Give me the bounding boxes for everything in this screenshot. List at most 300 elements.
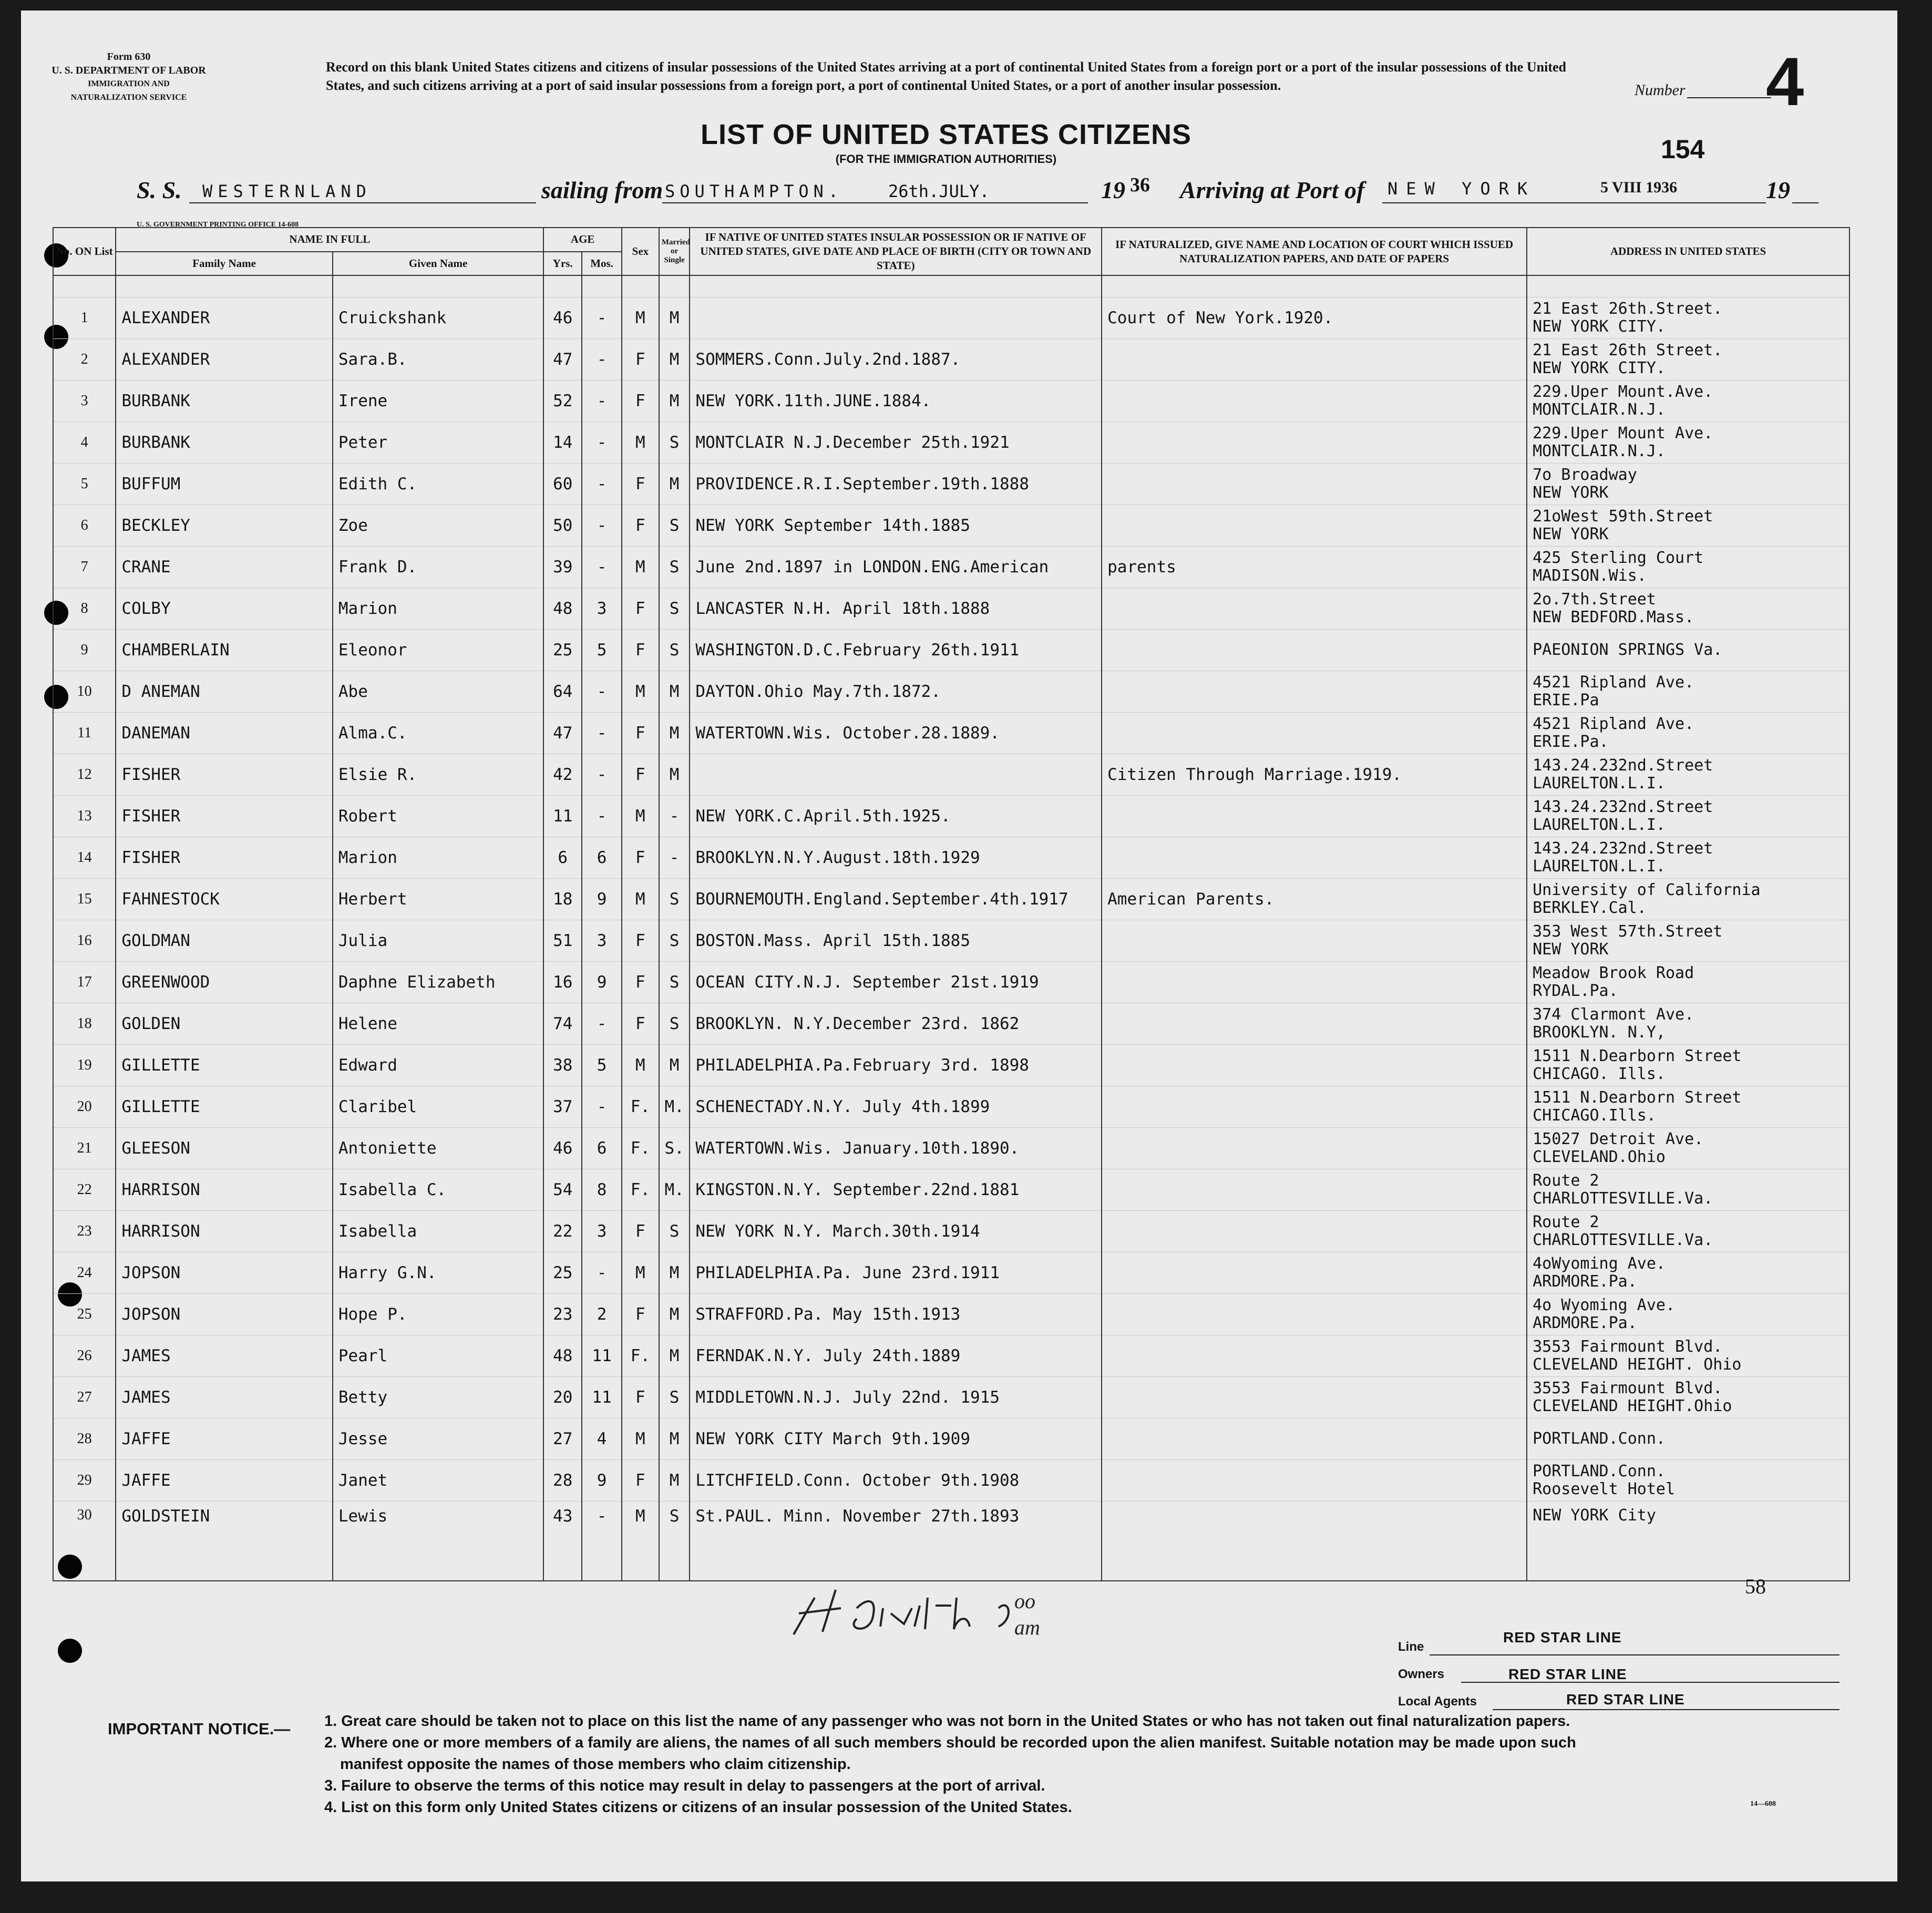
age-years: 47 <box>543 339 582 380</box>
marital-status: S <box>659 920 690 962</box>
marital-status: - <box>659 796 690 837</box>
age-months: 3 <box>582 588 622 630</box>
birth-info: NEW YORK N.Y. March.30th.1914 <box>690 1211 1102 1252</box>
col-married-text: Married or Single <box>661 238 690 264</box>
marital-status: S <box>659 879 690 920</box>
year-end-underline <box>1792 202 1818 203</box>
family-name: ALEXANDER <box>116 339 333 380</box>
address-line: 3553 Fairmount Blvd. <box>1533 1379 1723 1397</box>
age-months: - <box>582 796 622 837</box>
given-name: Isabella C. <box>333 1169 543 1211</box>
marital-status: M. <box>659 1086 690 1128</box>
naturalization-info <box>1102 796 1527 837</box>
address-line: MADISON.Wis. <box>1533 567 1647 585</box>
address-line: LAURELTON.L.I. <box>1533 857 1666 876</box>
address-line: 143.24.232nd.Street <box>1533 756 1713 775</box>
col-given-name: Given Name <box>333 252 543 276</box>
row-number: 3 <box>53 380 116 422</box>
address-line: 374 Clarmont Ave. <box>1533 1005 1694 1024</box>
sex: F. <box>622 1128 659 1169</box>
age-months: - <box>582 422 622 464</box>
age-years: 25 <box>543 1252 582 1294</box>
address-line: 4oWyoming Ave. <box>1533 1254 1666 1273</box>
age-months: 9 <box>582 1460 622 1501</box>
row-number: 6 <box>53 505 116 547</box>
birth-info: OCEAN CITY.N.J. September 21st.1919 <box>690 962 1102 1003</box>
naturalization-info <box>1102 1128 1527 1169</box>
address-line: CHARLOTTESVILLE.Va. <box>1533 1231 1713 1249</box>
age-years: 74 <box>543 1003 582 1045</box>
address <box>1527 547 1849 588</box>
marital-status: S <box>659 505 690 547</box>
naturalization-info <box>1102 1335 1527 1377</box>
address <box>1527 630 1849 671</box>
age-months: 11 <box>582 1335 622 1377</box>
birth-info: MONTCLAIR N.J.December 25th.1921 <box>690 422 1102 464</box>
naturalization-info <box>1102 920 1527 962</box>
intro-text: Record on this blank United States citizens and citizens of insular possessions of the United States arriving at a port of continental United States from a foreign port or a port of the insular possessions of the United States, and such citizens arriving at a port of said insular possessions from a foreign port, a port of continental United States, or a port of another insular possession. <box>326 59 1566 93</box>
naturalization-info <box>1102 671 1527 713</box>
naturalization-info <box>1102 1460 1527 1501</box>
table-row <box>53 1501 1849 1581</box>
given-name: Hope P. <box>333 1294 543 1335</box>
marital-status: M <box>659 1045 690 1086</box>
age-months: - <box>582 671 622 713</box>
given-name: Marion <box>333 588 543 630</box>
naturalization-info <box>1102 464 1527 505</box>
family-name: BUFFUM <box>116 464 333 505</box>
age-months: - <box>582 1252 622 1294</box>
address <box>1527 297 1849 339</box>
year-suffix: 36 <box>1130 174 1150 196</box>
form-code: 14—608 <box>1750 1800 1776 1808</box>
naturalization-info <box>1102 837 1527 879</box>
given-name: Helene <box>333 1003 543 1045</box>
table-row <box>53 588 1849 630</box>
family-name: BURBANK <box>116 422 333 464</box>
family-name: JAFFE <box>116 1460 333 1501</box>
age-years: 64 <box>543 671 582 713</box>
form-number: Form 630 U. S. DEPARTMENT OF LABOR IMMIGRATION AND NATURALIZATION SERVICE <box>52 51 206 102</box>
table-row <box>53 422 1849 464</box>
given-name: Abe <box>333 671 543 713</box>
address-line: 229.Uper Mount.Ave. <box>1533 383 1713 401</box>
year-prefix: 19 <box>1101 177 1125 203</box>
address <box>1527 1252 1849 1294</box>
year-end: 19 <box>1766 177 1790 203</box>
row-number: 20 <box>53 1086 116 1128</box>
age-years: 48 <box>543 1335 582 1377</box>
marital-status: S <box>659 1211 690 1252</box>
handwritten-signature <box>778 1577 1093 1645</box>
col-family-name: Family Name <box>116 252 333 276</box>
table-row <box>53 879 1849 920</box>
given-name: Irene <box>333 380 543 422</box>
sex: M <box>622 671 659 713</box>
address-line: 7o Broadway <box>1533 466 1637 484</box>
naturalization-info <box>1102 1086 1527 1128</box>
table-row <box>53 1128 1849 1169</box>
birth-info: St.PAUL. Minn. November 27th.1893 <box>690 1501 1102 1581</box>
col-birth: IF NATIVE OF UNITED STATES INSULAR POSSESSION OR IF NATIVE OF UNITED STATES, GIVE DATE AND PLACE OF BIRTH (CITY OR TOWN AND STATE) <box>690 228 1102 275</box>
age-years: 27 <box>543 1418 582 1460</box>
age-months: 5 <box>582 1045 622 1086</box>
age-months: - <box>582 1501 622 1581</box>
sex: F <box>622 1460 659 1501</box>
marital-status: S <box>659 1501 690 1581</box>
naturalization-info <box>1102 1501 1527 1581</box>
sex: M <box>622 547 659 588</box>
address-line: ERIE.Pa. <box>1533 733 1609 751</box>
sex: F <box>622 630 659 671</box>
address-line: 143.24.232nd.Street <box>1533 798 1713 816</box>
sex: M <box>622 796 659 837</box>
birth-info: NEW YORK.C.April.5th.1925. <box>690 796 1102 837</box>
address-line: 229.Uper Mount Ave. <box>1533 424 1713 443</box>
table-row <box>53 339 1849 380</box>
sex: M <box>622 879 659 920</box>
given-name: Alma.C. <box>333 713 543 754</box>
birth-info: FERNDAK.N.Y. July 24th.1889 <box>690 1335 1102 1377</box>
address-line: PAEONION SPRINGS Va. <box>1533 641 1723 659</box>
col-age: AGE <box>543 228 622 252</box>
address-line: CLEVELAND.Ohio <box>1533 1148 1666 1166</box>
address-line: ARDMORE.Pa. <box>1533 1314 1637 1332</box>
birth-info: BOSTON.Mass. April 15th.1885 <box>690 920 1102 962</box>
row-number: 25 <box>53 1294 116 1335</box>
sex: F <box>622 837 659 879</box>
age-months: 8 <box>582 1169 622 1211</box>
table-row <box>53 630 1849 671</box>
address <box>1527 1169 1849 1211</box>
page-title: LIST OF UNITED STATES CITIZENS <box>701 119 1191 150</box>
marital-status: S <box>659 630 690 671</box>
age-years: 25 <box>543 630 582 671</box>
given-name: Janet <box>333 1460 543 1501</box>
sex: M <box>622 297 659 339</box>
address-line: BERKLEY.Cal. <box>1533 899 1647 917</box>
owners-value: RED STAR LINE <box>1508 1666 1627 1682</box>
arrival-port: NEW YORK <box>1388 179 1536 199</box>
row-number: 4 <box>53 422 116 464</box>
table-row <box>53 380 1849 422</box>
age-years: 18 <box>543 879 582 920</box>
col-address: ADDRESS IN UNITED STATES <box>1527 228 1849 275</box>
line-value: RED STAR LINE <box>1503 1629 1622 1645</box>
address <box>1527 879 1849 920</box>
row-number: 13 <box>53 796 116 837</box>
col-name-in-full: NAME IN FULL <box>116 228 543 252</box>
given-name: Betty <box>333 1377 543 1418</box>
owners-label: Owners <box>1398 1667 1445 1681</box>
birth-info: LANCASTER N.H. April 18th.1888 <box>690 588 1102 630</box>
row-number: 22 <box>53 1169 116 1211</box>
birth-info: NEW YORK.11th.JUNE.1884. <box>690 380 1102 422</box>
address-line: CHICAGO. Ills. <box>1533 1065 1666 1083</box>
given-name: Marion <box>333 837 543 879</box>
notice-heading: IMPORTANT NOTICE.— <box>108 1720 291 1738</box>
family-name: CRANE <box>116 547 333 588</box>
table-row <box>53 1377 1849 1418</box>
printing-code: U. S. GOVERNMENT PRINTING OFFICE 14-608 <box>137 221 299 229</box>
page-reference: 58 <box>1745 1575 1766 1598</box>
marital-status: S <box>659 962 690 1003</box>
birth-info: NEW YORK CITY March 9th.1909 <box>690 1418 1102 1460</box>
family-name: COLBY <box>116 588 333 630</box>
address <box>1527 1086 1849 1128</box>
address-line: 15027 Detroit Ave. <box>1533 1130 1704 1148</box>
family-name: D ANEMAN <box>116 671 333 713</box>
table-row <box>53 962 1849 1003</box>
age-months: - <box>582 380 622 422</box>
birth-info: WATERTOWN.Wis. January.10th.1890. <box>690 1128 1102 1169</box>
marital-status: M <box>659 1252 690 1294</box>
address <box>1527 920 1849 962</box>
given-name: Edith C. <box>333 464 543 505</box>
sex: F <box>622 1377 659 1418</box>
birth-info: SCHENECTADY.N.Y. July 4th.1899 <box>690 1086 1102 1128</box>
address <box>1527 505 1849 547</box>
address-line: 4o Wyoming Ave. <box>1533 1296 1676 1314</box>
naturalization-info: Court of New York.1920. <box>1102 297 1527 339</box>
given-name: Antoniette <box>333 1128 543 1169</box>
row-number: 14 <box>53 837 116 879</box>
address <box>1527 1335 1849 1377</box>
marital-status: S <box>659 1377 690 1418</box>
age-months: - <box>582 505 622 547</box>
address-line: Meadow Brook Road <box>1533 964 1694 982</box>
row-number: 9 <box>53 630 116 671</box>
age-years: 52 <box>543 380 582 422</box>
age-years: 39 <box>543 547 582 588</box>
col-naturalized: IF NATURALIZED, GIVE NAME AND LOCATION OF COURT WHICH ISSUED NATURALIZATION PAPERS, AND DATE OF PAPERS <box>1102 228 1527 275</box>
table-row <box>53 1211 1849 1252</box>
naturalization-info <box>1102 422 1527 464</box>
naturalization-info <box>1102 380 1527 422</box>
marital-status: M <box>659 713 690 754</box>
row-number: 27 <box>53 1377 116 1418</box>
address-line: MONTCLAIR.N.J. <box>1533 442 1666 460</box>
address-line: University of California <box>1533 881 1761 899</box>
family-name: JAMES <box>116 1335 333 1377</box>
table-row <box>53 1252 1849 1294</box>
marital-status: S <box>659 588 690 630</box>
naturalization-info <box>1102 1252 1527 1294</box>
age-years: 48 <box>543 588 582 630</box>
table-row <box>53 297 1849 339</box>
row-number: 29 <box>53 1460 116 1501</box>
address-line: Route 2 <box>1533 1171 1599 1190</box>
row-number: 19 <box>53 1045 116 1086</box>
age-years: 50 <box>543 505 582 547</box>
marital-status: M <box>659 464 690 505</box>
notice-item-1: 1. Great care should be taken not to place on this list the name of any passenger who was not born in the United States or who has not taken out final naturalization papers. <box>324 1713 1570 1730</box>
table-row <box>53 1335 1849 1377</box>
table-row <box>53 1086 1849 1128</box>
table-row <box>53 920 1849 962</box>
notice-item-3: 3. Failure to observe the terms of this notice may result in delay to passengers at the port of arrival. <box>324 1777 1045 1794</box>
address-line: 4521 Ripland Ave. <box>1533 715 1694 733</box>
age-months: - <box>582 1003 622 1045</box>
naturalization-info: American Parents. <box>1102 879 1527 920</box>
address-line: BROOKLYN. N.Y, <box>1533 1023 1666 1042</box>
marital-status: S <box>659 422 690 464</box>
address-line: ARDMORE.Pa. <box>1533 1272 1637 1291</box>
address-line: Roosevelt Hotel <box>1533 1480 1676 1498</box>
address-line: PORTLAND.Conn. <box>1533 1429 1666 1448</box>
address <box>1527 1045 1849 1086</box>
family-name: GOLDMAN <box>116 920 333 962</box>
number-underline <box>1687 97 1771 98</box>
address <box>1527 1460 1849 1501</box>
naturalization-info <box>1102 1045 1527 1086</box>
sex: M <box>622 1045 659 1086</box>
given-name: Harry G.N. <box>333 1252 543 1294</box>
age-years: 46 <box>543 1128 582 1169</box>
family-name: JAMES <box>116 1377 333 1418</box>
address-line: NEW YORK <box>1533 525 1609 543</box>
notice-item-4: 4. List on this form only United States citizens or citizens of an insular possession of the United States. <box>324 1799 1072 1816</box>
table-row <box>53 713 1849 754</box>
age-months: 2 <box>582 1294 622 1335</box>
birth-info <box>690 754 1102 796</box>
line-underline <box>1430 1654 1839 1655</box>
signature-stroke <box>794 1590 1009 1634</box>
family-name: JAFFE <box>116 1418 333 1460</box>
age-months: - <box>582 297 622 339</box>
table-row <box>53 1003 1849 1045</box>
sex: F. <box>622 1169 659 1211</box>
birth-info: PHILADELPHIA.Pa. June 23rd.1911 <box>690 1252 1102 1294</box>
table-row <box>53 1418 1849 1460</box>
birth-info: WATERTOWN.Wis. October.28.1889. <box>690 713 1102 754</box>
age-years: 14 <box>543 422 582 464</box>
sex: F <box>622 1211 659 1252</box>
naturalization-info <box>1102 1169 1527 1211</box>
family-name: GILLETTE <box>116 1045 333 1086</box>
notice-item-2: 2. Where one or more members of a family are aliens, the names of all such members should be recorded upon the alien manifest. Suitable notation may be made upon such <box>324 1734 1576 1751</box>
punch-hole <box>58 1639 82 1663</box>
arriving-label: Arriving at Port of <box>1180 177 1365 203</box>
address-line: 353 West 57th.Street <box>1533 922 1723 941</box>
age-years: 51 <box>543 920 582 962</box>
age-months: - <box>582 754 622 796</box>
family-name: GILLETTE <box>116 1086 333 1128</box>
age-years: 60 <box>543 464 582 505</box>
address-line: CLEVELAND HEIGHT. Ohio <box>1533 1355 1742 1374</box>
family-name: GLEESON <box>116 1128 333 1169</box>
birth-info: STRAFFORD.Pa. May 15th.1913 <box>690 1294 1102 1335</box>
address <box>1527 1377 1849 1418</box>
address <box>1527 422 1849 464</box>
family-name: FAHNESTOCK <box>116 879 333 920</box>
given-name: Isabella <box>333 1211 543 1252</box>
col-sex: Sex <box>622 228 659 275</box>
given-name: Cruickshank <box>333 297 543 339</box>
address-line: PORTLAND.Conn. <box>1533 1462 1666 1480</box>
age-months: 3 <box>582 920 622 962</box>
age-months: 4 <box>582 1418 622 1460</box>
table-row <box>53 505 1849 547</box>
naturalization-info <box>1102 1211 1527 1252</box>
table-row <box>53 671 1849 713</box>
address-line: 143.24.232nd.Street <box>1533 839 1713 858</box>
birth-info: WASHINGTON.D.C.February 26th.1911 <box>690 630 1102 671</box>
address-line: 425 Sterling Court <box>1533 549 1704 567</box>
address-line: 21 East 26th.Street. <box>1533 300 1723 318</box>
sex: F <box>622 962 659 1003</box>
table-row <box>53 1169 1849 1211</box>
address <box>1527 1501 1849 1581</box>
spacer-row <box>53 275 1849 297</box>
sex: M <box>622 1252 659 1294</box>
marital-status: M <box>659 1294 690 1335</box>
birth-info: PROVIDENCE.R.I.September.19th.1888 <box>690 464 1102 505</box>
age-years: 37 <box>543 1086 582 1128</box>
row-number: 28 <box>53 1418 116 1460</box>
age-months: - <box>582 547 622 588</box>
age-years: 47 <box>543 713 582 754</box>
family-name: FISHER <box>116 754 333 796</box>
given-name: Jesse <box>333 1418 543 1460</box>
passenger-table <box>53 227 1850 1581</box>
row-number: 10 <box>53 671 116 713</box>
naturalization-info <box>1102 339 1527 380</box>
naturalization-info <box>1102 962 1527 1003</box>
age-years: 20 <box>543 1377 582 1418</box>
sex: F. <box>622 1335 659 1377</box>
age-months: 11 <box>582 1377 622 1418</box>
age-years: 11 <box>543 796 582 837</box>
sex: F <box>622 920 659 962</box>
row-number: 5 <box>53 464 116 505</box>
table-row <box>53 464 1849 505</box>
marital-status: - <box>659 837 690 879</box>
from-port: SOUTHAMPTON. <box>665 181 844 201</box>
table-row <box>53 796 1849 837</box>
ship-name: WESTERNLAND <box>202 181 372 201</box>
table-row <box>53 1460 1849 1501</box>
marital-status: M <box>659 1460 690 1501</box>
row-number: 26 <box>53 1335 116 1377</box>
address <box>1527 1418 1849 1460</box>
sex: F <box>622 588 659 630</box>
sex: M <box>622 1418 659 1460</box>
address-line: LAURELTON.L.I. <box>1533 774 1666 793</box>
age-months: - <box>582 339 622 380</box>
birth-info: KINGSTON.N.Y. September.22nd.1881 <box>690 1169 1102 1211</box>
sex: M <box>622 1501 659 1581</box>
list-number: 4 <box>1766 43 1804 120</box>
family-name: ALEXANDER <box>116 297 333 339</box>
row-number: 8 <box>53 588 116 630</box>
line-label: Line <box>1398 1640 1424 1654</box>
age-months: 9 <box>582 962 622 1003</box>
sailing-label: sailing from <box>541 177 663 203</box>
address <box>1527 1128 1849 1169</box>
sex: M <box>622 422 659 464</box>
given-name: Elsie R. <box>333 754 543 796</box>
row-number: 24 <box>53 1252 116 1294</box>
naturalization-info <box>1102 1377 1527 1418</box>
sex: F <box>622 380 659 422</box>
row-number: 18 <box>53 1003 116 1045</box>
sex: F <box>622 754 659 796</box>
address <box>1527 380 1849 422</box>
arrival-stamp: 5 VIII 1936 <box>1600 179 1678 196</box>
age-years: 43 <box>543 1501 582 1581</box>
row-number: 7 <box>53 547 116 588</box>
